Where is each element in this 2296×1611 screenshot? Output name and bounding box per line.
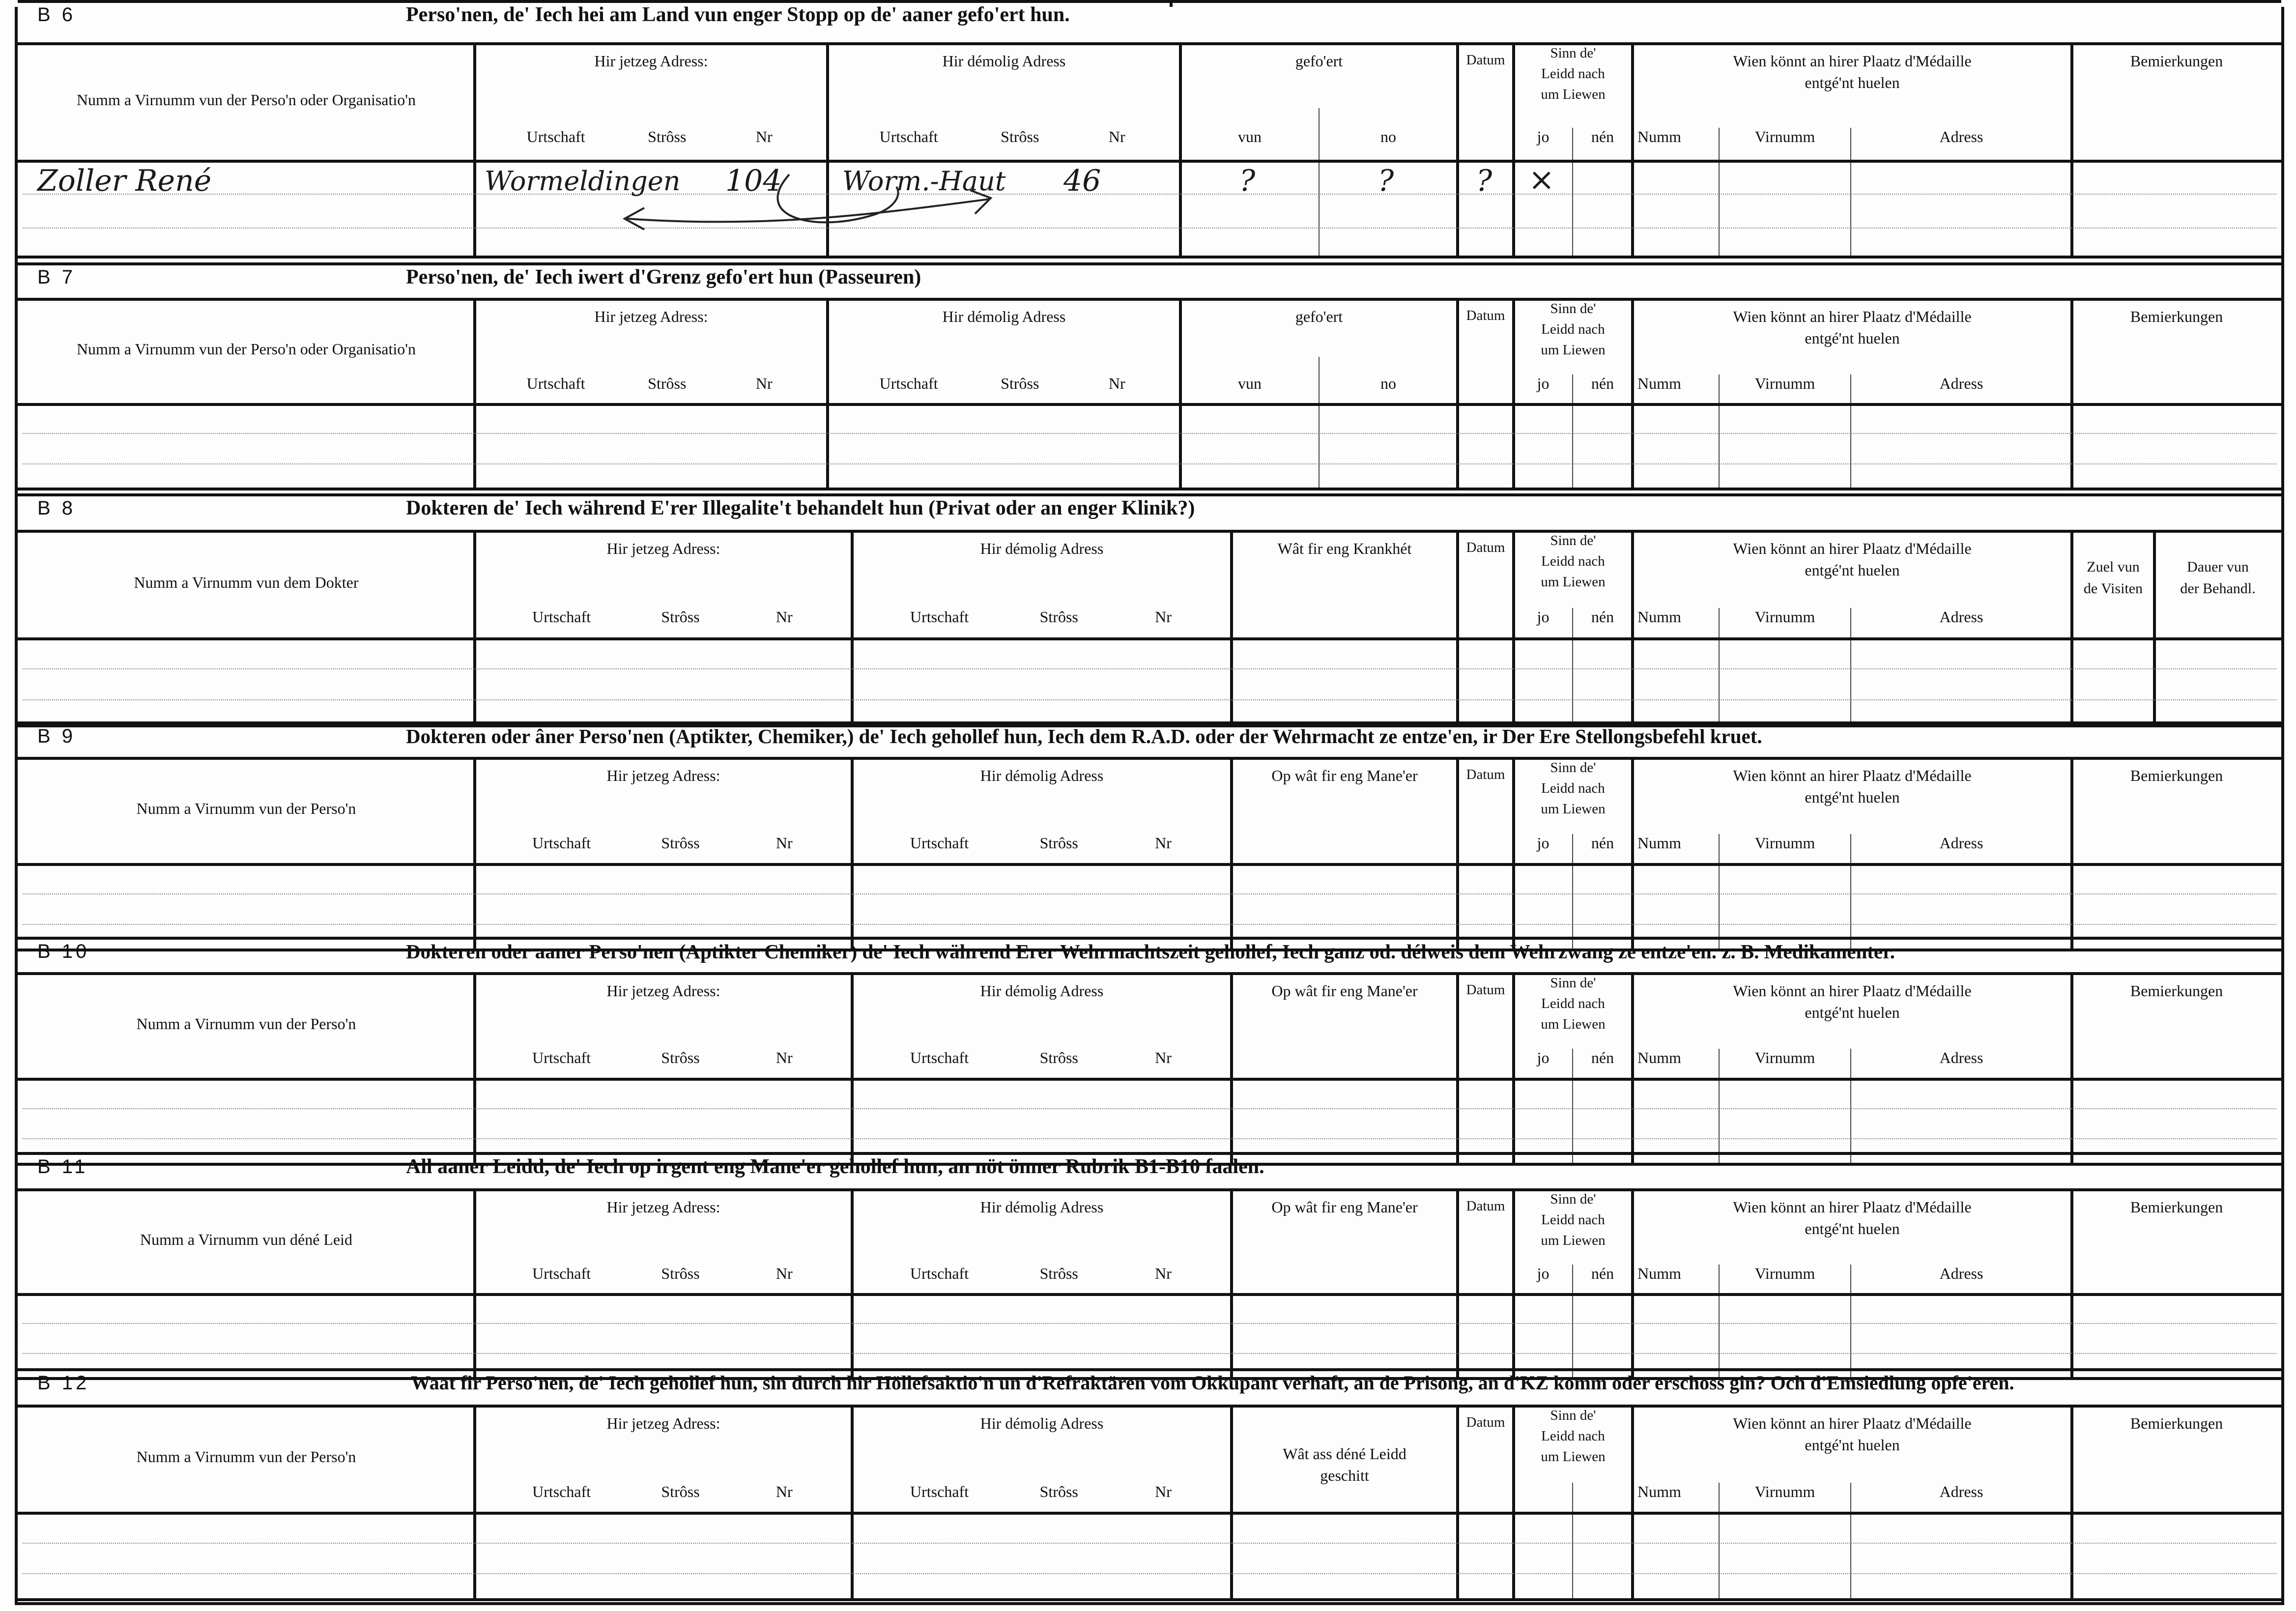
alive-header: Sinn de' xyxy=(1550,533,1596,548)
happened-header-2: geschitt xyxy=(1320,1467,1369,1484)
nr-label: Nr xyxy=(755,374,773,392)
illness-header: Wât fir eng Krankhét xyxy=(1277,540,1412,557)
writing-line xyxy=(23,699,2276,700)
column-divider xyxy=(473,1191,476,1377)
duration-header: Dauer vun xyxy=(2187,559,2249,575)
writing-line xyxy=(23,893,2276,894)
nr-label: Nr xyxy=(1108,128,1125,145)
nr-label: Nr xyxy=(1155,1483,1172,1500)
numm-label: Numm xyxy=(1637,374,1681,392)
alive-header-2: Leidd nach xyxy=(1541,553,1605,569)
section-table xyxy=(18,530,2281,727)
section-title: Perso'nen, de' Iech hei am Land vun enger Stopp op de' aaner gefo'ert hun. xyxy=(406,3,1070,26)
vun-label: vun xyxy=(1238,374,1262,392)
jo-label: jo xyxy=(1537,1265,1550,1282)
section-header xyxy=(18,721,2281,755)
adress-label: Adress xyxy=(1939,374,1983,392)
column-divider xyxy=(1230,760,1233,949)
column-divider xyxy=(1230,975,1233,1163)
entry-former-nr[interactable]: 46 xyxy=(1063,164,1101,198)
nen-label: nén xyxy=(1591,128,1614,145)
urtschaft-label: Urtschaft xyxy=(910,1483,969,1500)
stross-label: Strôss xyxy=(1001,128,1039,145)
header-separator xyxy=(18,637,2281,640)
alive-header-3: um Liewen xyxy=(1541,1449,1606,1465)
numm-label: Numm xyxy=(1637,608,1681,626)
name-column-header: Numm a Virnumm vun der Perso'n xyxy=(136,1448,356,1466)
section-id: B 9 xyxy=(37,725,76,747)
current-address-header: Hir jetzeg Adress: xyxy=(594,52,708,70)
nr-label: Nr xyxy=(1155,608,1172,626)
section-title: Dokteren oder aaner Perso'nen (Aptikter Chemiker) de' Iech während Erer Wehrmachtszeit gehollef, Iech ganz od. délweis dem Wehrzwang ze entze'en. z. B. Medikamenter. xyxy=(406,940,1895,963)
section-title: Waat fir Perso'nen, de' Iech gehollef hun, sin durch hir Höllefsaktio'n un d'Refraktären vom Okkupant verhaft, an de Prisong, an d'KZ komm oder erschoss gin? Och d'Emsiedlung opfe'eren. xyxy=(411,1372,2014,1394)
section-id: B 7 xyxy=(37,266,76,288)
name-column-header: Numm a Virnumm vun dem Dokter xyxy=(134,574,359,591)
virnumm-label: Virnumm xyxy=(1754,834,1815,852)
urtschaft-label: Urtschaft xyxy=(532,1483,591,1500)
datum-header: Datum xyxy=(1466,308,1505,323)
adress-label: Adress xyxy=(1939,1483,1983,1500)
stross-label: Strôss xyxy=(1039,608,1078,626)
header-separator xyxy=(18,1512,2281,1515)
numm-label: Numm xyxy=(1637,128,1681,145)
adress-label: Adress xyxy=(1939,608,1983,626)
section-b11 xyxy=(18,1152,2281,1380)
entry-name[interactable]: Zoller René xyxy=(37,164,212,198)
writing-line xyxy=(23,433,2276,434)
remarks-header: Bemierkungen xyxy=(2130,982,2223,1000)
visits-header-2: de Visiten xyxy=(2083,580,2143,597)
entry-current-place[interactable]: Wormeldingen xyxy=(485,166,681,197)
alive-header: Sinn de' xyxy=(1550,760,1596,776)
column-divider xyxy=(1230,1191,1233,1377)
name-column-header: Numm a Virnumm vun der Perso'n xyxy=(136,800,356,817)
name-column-header: Numm a Virnumm vun der Perso'n oder Organisatio'n xyxy=(76,340,416,358)
visits-header: Zuel vun xyxy=(2087,559,2140,575)
writing-line xyxy=(23,1138,2276,1139)
manner-header: Op wât fir eng Mane'er xyxy=(1271,767,1418,784)
jo-label: jo xyxy=(1537,834,1550,852)
section-b8 xyxy=(18,493,2281,727)
header-separator xyxy=(18,1293,2281,1296)
writing-line xyxy=(23,1543,2276,1544)
remarks-header: Bemierkungen xyxy=(2130,52,2223,70)
column-divider xyxy=(851,760,854,949)
current-address-header: Hir jetzeg Adress: xyxy=(606,767,720,784)
manner-header: Op wât fir eng Mane'er xyxy=(1271,1198,1418,1216)
stross-label: Strôss xyxy=(1001,374,1039,392)
current-address-header: Hir jetzeg Adress: xyxy=(606,1414,720,1432)
former-address-header: Hir démolig Adress xyxy=(942,308,1066,325)
medal-header-2: entgé'nt huelen xyxy=(1805,1004,1900,1021)
column-divider xyxy=(851,1408,854,1598)
entry-alive-yes[interactable]: × xyxy=(1528,162,1555,198)
section-id: B 12 xyxy=(37,1372,90,1394)
vun-label: vun xyxy=(1238,128,1262,145)
writing-line xyxy=(23,668,2276,669)
alive-header: Sinn de' xyxy=(1550,1191,1596,1207)
alive-header-3: um Liewen xyxy=(1541,801,1606,817)
former-address-header: Hir démolig Adress xyxy=(980,540,1104,557)
entry-to[interactable]: ? xyxy=(1378,164,1394,198)
nen-label: nén xyxy=(1591,1049,1614,1066)
section-id: B 10 xyxy=(37,941,90,962)
section-header xyxy=(18,1152,2281,1185)
alive-header-3: um Liewen xyxy=(1541,342,1606,358)
column-divider xyxy=(2070,1191,2073,1377)
section-table xyxy=(18,298,2281,490)
current-address-header: Hir jetzeg Adress: xyxy=(606,982,720,1000)
nen-label: nén xyxy=(1591,834,1614,852)
remarks-header: Bemierkungen xyxy=(2130,767,2223,784)
nr-label: Nr xyxy=(1155,834,1172,852)
entry-from[interactable]: ? xyxy=(1239,164,1256,198)
stross-label: Strôss xyxy=(1039,1265,1078,1282)
alive-header-2: Leidd nach xyxy=(1541,66,1605,82)
remarks-header: Bemierkungen xyxy=(2130,1414,2223,1432)
virnumm-label: Virnumm xyxy=(1754,608,1815,626)
alive-header: Sinn de' xyxy=(1550,1408,1596,1423)
section-title: Dokteren oder âner Perso'nen (Aptikter, Chemiker,) de' Iech gehollef hun, Iech dem R.A.D. oder der Wehrmacht ze entze'en, ir Der Ere Stellongsbefehl kruet. xyxy=(406,725,1762,748)
nr-label: Nr xyxy=(1108,374,1125,392)
urtschaft-label: Urtschaft xyxy=(532,1049,591,1066)
column-divider xyxy=(1230,533,1233,724)
datum-header: Datum xyxy=(1466,767,1505,782)
current-address-header: Hir jetzeg Adress: xyxy=(606,1198,720,1216)
alive-header-2: Leidd nach xyxy=(1541,780,1605,796)
column-divider xyxy=(473,975,476,1163)
medal-header: Wien könnt an hirer Plaatz d'Médaille xyxy=(1733,1414,1972,1432)
stross-label: Strôss xyxy=(1039,1483,1078,1500)
gefoert-header: gefo'ert xyxy=(1295,308,1343,325)
no-label: no xyxy=(1380,374,1396,392)
former-address-header: Hir démolig Adress xyxy=(980,1198,1104,1216)
nr-label: Nr xyxy=(775,1265,793,1282)
header-separator xyxy=(18,403,2281,406)
numm-label: Numm xyxy=(1637,1483,1681,1500)
no-label: no xyxy=(1380,128,1396,145)
writing-line xyxy=(23,1353,2276,1354)
stross-label: Strôss xyxy=(648,128,687,145)
section-header xyxy=(18,0,2281,33)
datum-header: Datum xyxy=(1466,540,1505,555)
column-divider xyxy=(851,975,854,1163)
current-address-header: Hir jetzeg Adress: xyxy=(606,540,720,557)
column-divider xyxy=(1456,1191,1459,1377)
section-title: Perso'nen, de' Iech iwert d'Grenz gefo'ert hun (Passeuren) xyxy=(406,266,921,288)
column-divider xyxy=(826,301,829,488)
column-divider xyxy=(1456,760,1459,949)
stross-label: Strôss xyxy=(661,834,700,852)
adress-label: Adress xyxy=(1939,834,1983,852)
remarks-header: Bemierkungen xyxy=(2130,1198,2223,1216)
alive-header-3: um Liewen xyxy=(1541,574,1606,590)
column-divider xyxy=(851,1191,854,1377)
medal-header: Wien könnt an hirer Plaatz d'Médaille xyxy=(1733,767,1972,784)
medal-header: Wien könnt an hirer Plaatz d'Médaille xyxy=(1733,52,1972,70)
stross-label: Strôss xyxy=(1039,834,1078,852)
jo-label: jo xyxy=(1537,128,1550,145)
nr-label: Nr xyxy=(775,1049,793,1066)
section-b10 xyxy=(18,937,2281,1166)
section-table xyxy=(18,757,2281,951)
urtschaft-label: Urtschaft xyxy=(532,1265,591,1282)
medal-header-2: entgé'nt huelen xyxy=(1805,74,1900,91)
remarks-header: Bemierkungen xyxy=(2130,308,2223,325)
virnumm-label: Virnumm xyxy=(1754,374,1815,392)
nr-label: Nr xyxy=(1155,1049,1172,1066)
datum-header: Datum xyxy=(1466,982,1505,998)
medal-header-2: entgé'nt huelen xyxy=(1805,788,1900,806)
virnumm-label: Virnumm xyxy=(1754,1049,1815,1066)
former-address-header: Hir démolig Adress xyxy=(980,767,1104,784)
datum-header: Datum xyxy=(1466,1198,1505,1214)
numm-label: Numm xyxy=(1637,834,1681,852)
column-divider xyxy=(473,1408,476,1598)
alive-header-2: Leidd nach xyxy=(1541,321,1605,337)
former-address-header: Hir démolig Adress xyxy=(980,1414,1104,1432)
column-divider xyxy=(851,533,854,724)
writing-line xyxy=(23,1108,2276,1109)
section-b7 xyxy=(18,262,2281,490)
section-table xyxy=(18,1405,2281,1601)
medal-header: Wien könnt an hirer Plaatz d'Médaille xyxy=(1733,1198,1972,1216)
numm-label: Numm xyxy=(1637,1265,1681,1282)
section-id: B 8 xyxy=(37,497,76,519)
virnumm-label: Virnumm xyxy=(1754,1483,1815,1500)
medal-header-2: entgé'nt huelen xyxy=(1805,329,1900,347)
datum-header: Datum xyxy=(1466,1414,1505,1430)
entry-current-nr[interactable]: 104 xyxy=(725,164,782,198)
virnumm-label: Virnumm xyxy=(1754,128,1815,145)
section-header xyxy=(18,1368,2281,1402)
jo-label: jo xyxy=(1537,1049,1550,1066)
numm-label: Numm xyxy=(1637,1049,1681,1066)
urtschaft-label: Urtschaft xyxy=(879,128,938,145)
header-separator xyxy=(18,1078,2281,1081)
nr-label: Nr xyxy=(775,834,793,852)
nr-label: Nr xyxy=(775,1483,793,1500)
urtschaft-label: Urtschaft xyxy=(526,128,585,145)
column-divider xyxy=(1572,1483,1573,1598)
alive-header: Sinn de' xyxy=(1550,301,1596,316)
section-header xyxy=(18,493,2281,527)
alive-header-3: um Liewen xyxy=(1541,1016,1606,1032)
alive-header-2: Leidd nach xyxy=(1541,1212,1605,1228)
medal-header-2: entgé'nt huelen xyxy=(1805,1436,1900,1454)
adress-label: Adress xyxy=(1939,1049,1983,1066)
stross-label: Strôss xyxy=(1039,1049,1078,1066)
column-divider xyxy=(473,533,476,724)
section-title: All aaner Leidd, de' Iech op irgent eng Mane'er gehollef hun, an nöt önner Rubrik B1-B10 faalen. xyxy=(406,1155,1264,1178)
urtschaft-label: Urtschaft xyxy=(910,1265,969,1282)
nr-label: Nr xyxy=(755,128,773,145)
stross-label: Strôss xyxy=(648,374,687,392)
alive-header-3: um Liewen xyxy=(1541,1233,1606,1248)
duration-header-2: der Behandl. xyxy=(2180,580,2256,597)
former-address-header: Hir démolig Adress xyxy=(980,982,1104,1000)
urtschaft-label: Urtschaft xyxy=(526,374,585,392)
section-table xyxy=(18,972,2281,1166)
section-b6 xyxy=(18,0,2281,259)
jo-label: jo xyxy=(1537,374,1550,392)
stross-label: Strôss xyxy=(661,608,700,626)
section-id: B 6 xyxy=(37,4,76,26)
former-address-header: Hir démolig Adress xyxy=(942,52,1066,70)
column-divider xyxy=(473,301,476,488)
medal-header: Wien könnt an hirer Plaatz d'Médaille xyxy=(1733,540,1972,557)
alive-header-2: Leidd nach xyxy=(1541,996,1605,1011)
stross-label: Strôss xyxy=(661,1483,700,1500)
section-b12 xyxy=(18,1368,2281,1601)
urtschaft-label: Urtschaft xyxy=(879,374,938,392)
section-title: Dokteren de' Iech während E'rer Illegalite't behandelt hun (Privat oder an enger Klinik?) xyxy=(406,497,1195,519)
alive-header: Sinn de' xyxy=(1550,45,1596,61)
nen-label: nén xyxy=(1591,1265,1614,1282)
column-divider xyxy=(473,760,476,949)
nr-label: Nr xyxy=(1155,1265,1172,1282)
section-header xyxy=(18,262,2281,296)
writing-line xyxy=(23,1573,2276,1574)
stross-label: Strôss xyxy=(661,1265,700,1282)
name-column-header: Numm a Virnumm vun der Perso'n oder Organisatio'n xyxy=(76,91,416,109)
current-address-header: Hir jetzeg Adress: xyxy=(594,308,708,325)
adress-label: Adress xyxy=(1939,1265,1983,1282)
alive-header-2: Leidd nach xyxy=(1541,1428,1605,1444)
nr-label: Nr xyxy=(775,608,793,626)
writing-line xyxy=(23,463,2276,464)
header-separator xyxy=(18,863,2281,866)
column-divider xyxy=(1179,301,1182,488)
urtschaft-label: Urtschaft xyxy=(910,1049,969,1066)
nen-label: nén xyxy=(1591,608,1614,626)
column-divider xyxy=(1456,301,1459,488)
entry-date[interactable]: ? xyxy=(1476,164,1492,198)
address-swap-arrow xyxy=(18,45,2281,261)
urtschaft-label: Urtschaft xyxy=(910,834,969,852)
alive-header-3: um Liewen xyxy=(1541,86,1606,102)
writing-line xyxy=(23,1323,2276,1324)
column-divider xyxy=(2070,301,2073,488)
column-divider xyxy=(1456,975,1459,1163)
virnumm-label: Virnumm xyxy=(1754,1265,1815,1282)
section-b9 xyxy=(18,721,2281,951)
entry-former-place[interactable]: Worm.-Haut xyxy=(842,166,1006,197)
section-header xyxy=(18,937,2281,970)
manner-header: Op wât fir eng Mane'er xyxy=(1271,982,1418,1000)
name-column-header: Numm a Virnumm vun der Perso'n xyxy=(136,1015,356,1033)
nen-label: nén xyxy=(1591,374,1614,392)
gefoert-header: gefo'ert xyxy=(1295,52,1343,70)
datum-header: Datum xyxy=(1466,52,1505,68)
column-divider xyxy=(1230,1408,1233,1598)
happened-header: Wât ass déné Leidd xyxy=(1283,1445,1406,1463)
column-divider xyxy=(1456,1408,1459,1598)
adress-label: Adress xyxy=(1939,128,1983,145)
urtschaft-label: Urtschaft xyxy=(532,608,591,626)
column-divider xyxy=(1456,533,1459,724)
medal-header: Wien könnt an hirer Plaatz d'Médaille xyxy=(1733,982,1972,1000)
jo-label: jo xyxy=(1537,608,1550,626)
urtschaft-label: Urtschaft xyxy=(910,608,969,626)
medal-header-2: entgé'nt huelen xyxy=(1805,1220,1900,1237)
urtschaft-label: Urtschaft xyxy=(532,834,591,852)
alive-header: Sinn de' xyxy=(1550,975,1596,991)
section-table xyxy=(18,1188,2281,1380)
section-id: B 11 xyxy=(37,1156,88,1178)
writing-line xyxy=(23,924,2276,925)
section-table xyxy=(18,42,2281,259)
stross-label: Strôss xyxy=(661,1049,700,1066)
name-column-header: Numm a Virnumm vun déné Leid xyxy=(140,1231,353,1248)
medal-header: Wien könnt an hirer Plaatz d'Médaille xyxy=(1733,308,1972,325)
medal-header-2: entgé'nt huelen xyxy=(1805,561,1900,579)
